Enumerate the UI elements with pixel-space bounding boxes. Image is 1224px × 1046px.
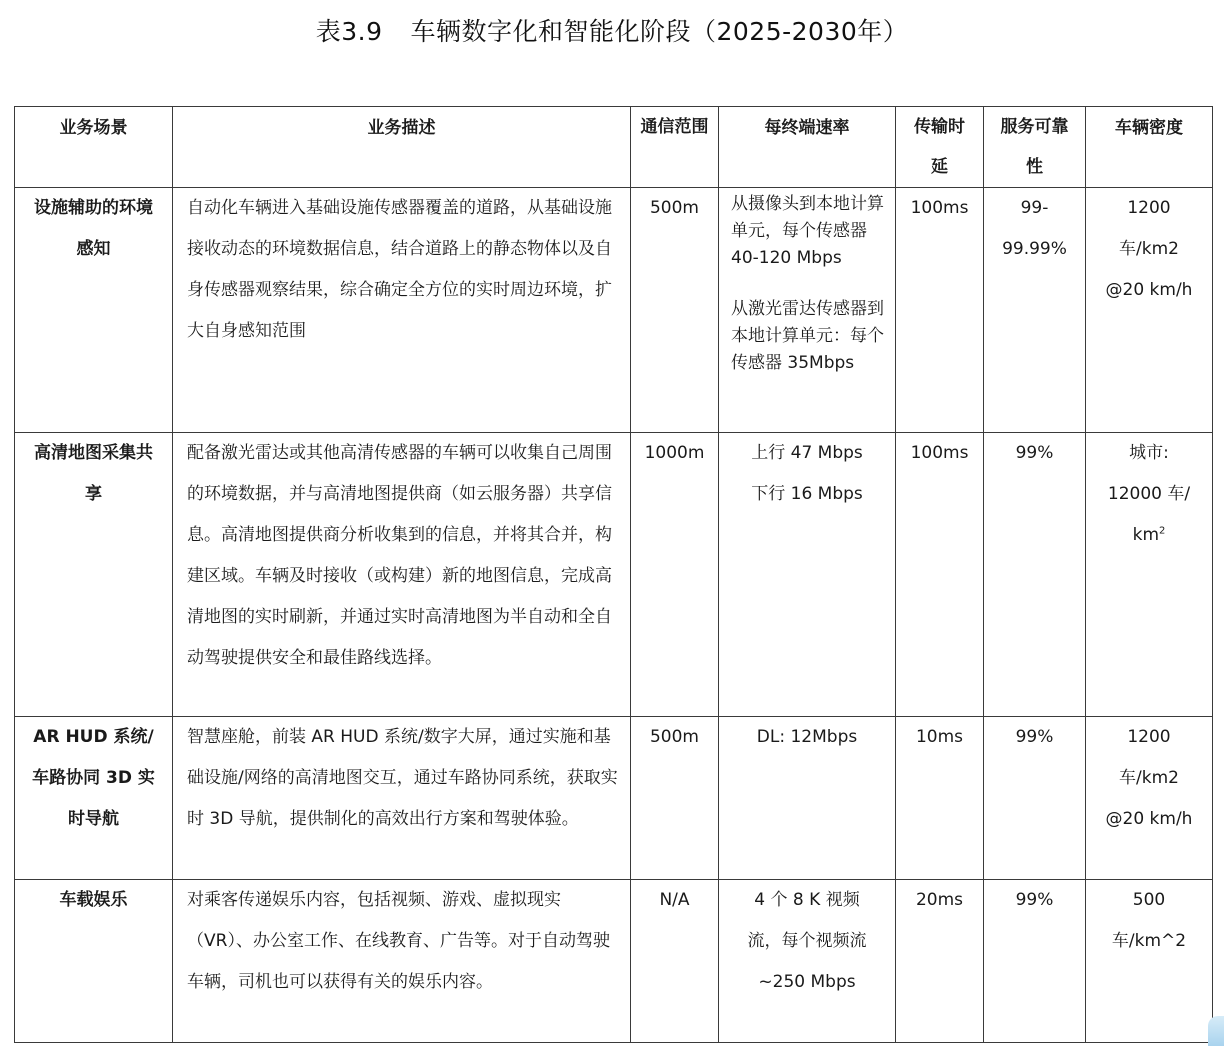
- cell-range: 1000m: [631, 433, 719, 717]
- spec-table: [14, 106, 1213, 1043]
- header-rate: 每终端速率: [719, 107, 896, 188]
- table-caption: 车辆数字化和智能化阶段（2025-2030年）: [410, 17, 909, 46]
- cell-range: 500m: [631, 188, 719, 433]
- cell-latency: 10ms: [896, 717, 984, 880]
- cell-desc: 智慧座舱，前装 AR HUD 系统/数字大屏，通过实施和基础设施/网络的高清地图交互，通过车路协同系统，获取实时 3D 导航，提供制化的高效出行方案和驾驶体验。: [173, 717, 631, 880]
- table-row: [15, 880, 1213, 1043]
- rate-lidar: 从激光雷达传感器到本地计算单元：每个传感器 35Mbps: [731, 299, 884, 373]
- cell-latency: 100ms: [896, 188, 984, 433]
- cell-reliability: 99-99.99%: [984, 188, 1086, 433]
- cell-density: [1086, 433, 1213, 717]
- table-number: 表3.9: [315, 17, 383, 46]
- header-latency: 传输时延: [896, 107, 984, 188]
- header-reliability: 服务可靠性: [984, 107, 1086, 188]
- cell-latency: 100ms: [896, 433, 984, 717]
- cell-density: 1200 车/km2 @20 km/h: [1086, 717, 1213, 880]
- cell-rate: [719, 188, 896, 433]
- table-row: [15, 433, 1213, 717]
- cell-scene: AR HUD 系统/车路协同 3D 实时导航: [15, 717, 173, 880]
- floating-widget-tab[interactable]: [1208, 1016, 1224, 1046]
- rate-downlink: 下行 16 Mbps: [751, 484, 863, 504]
- cell-reliability: 99%: [984, 880, 1086, 1043]
- density-unit: $km^2$: [1132, 525, 1166, 545]
- cell-rate: DL: 12Mbps: [719, 717, 896, 880]
- cell-range: N/A: [631, 880, 719, 1043]
- header-scene: 业务场景: [15, 107, 173, 188]
- cell-scene: 高清地图采集共享: [15, 433, 173, 717]
- header-range: 通信范围: [631, 107, 719, 188]
- rate-uplink: 上行 47 Mbps: [751, 443, 863, 463]
- table-row: [15, 717, 1213, 880]
- cell-density: 500车/km^2: [1086, 880, 1213, 1043]
- cell-desc: 自动化车辆进入基础设施传感器覆盖的道路，从基础设施接收动态的环境数据信息，结合道路上的静态物体以及自身传感器观察结果，综合确定全方位的实时周边环境，扩大自身感知范围: [173, 188, 631, 433]
- cell-density: 1200 车/km2 @20 km/h: [1086, 188, 1213, 433]
- cell-reliability: 99%: [984, 717, 1086, 880]
- table-row: [15, 188, 1213, 433]
- rate-camera: 从摄像头到本地计算单元，每个传感器 40-120 Mbps: [731, 194, 884, 268]
- header-row: [15, 107, 1213, 188]
- cell-scene: 设施辅助的环境感知: [15, 188, 173, 433]
- header-density: 车辆密度: [1086, 107, 1213, 188]
- header-desc: 业务描述: [173, 107, 631, 188]
- density-label: 城市:: [1129, 443, 1169, 463]
- cell-desc: 对乘客传递娱乐内容，包括视频、游戏、虚拟现实（VR）、办公室工作、在线教育、广告等。对于自动驾驶车辆，司机也可以获得有关的娱乐内容。: [173, 880, 631, 1043]
- cell-latency: 20ms: [896, 880, 984, 1043]
- cell-reliability: 99%: [984, 433, 1086, 717]
- cell-scene: 车载娱乐: [15, 880, 173, 1043]
- cell-desc: 配备激光雷达或其他高清传感器的车辆可以收集自己周围的环境数据，并与高清地图提供商（如云服务器）共享信息。高清地图提供商分析收集到的信息，并将其合并，构建区域。车辆及时接收（或构建）新的地图信息，完成高清地图的实时刷新，并通过实时高清地图为半自动和全自动驾驶提供安全和最佳路线选择。: [173, 433, 631, 717]
- table-title: [0, 14, 1224, 50]
- density-value: 12000 车/: [1107, 484, 1191, 504]
- cell-rate: [719, 433, 896, 717]
- cell-rate: 4 个 8 K 视频流，每个视频流 ~250 Mbps: [719, 880, 896, 1043]
- cell-range: 500m: [631, 717, 719, 880]
